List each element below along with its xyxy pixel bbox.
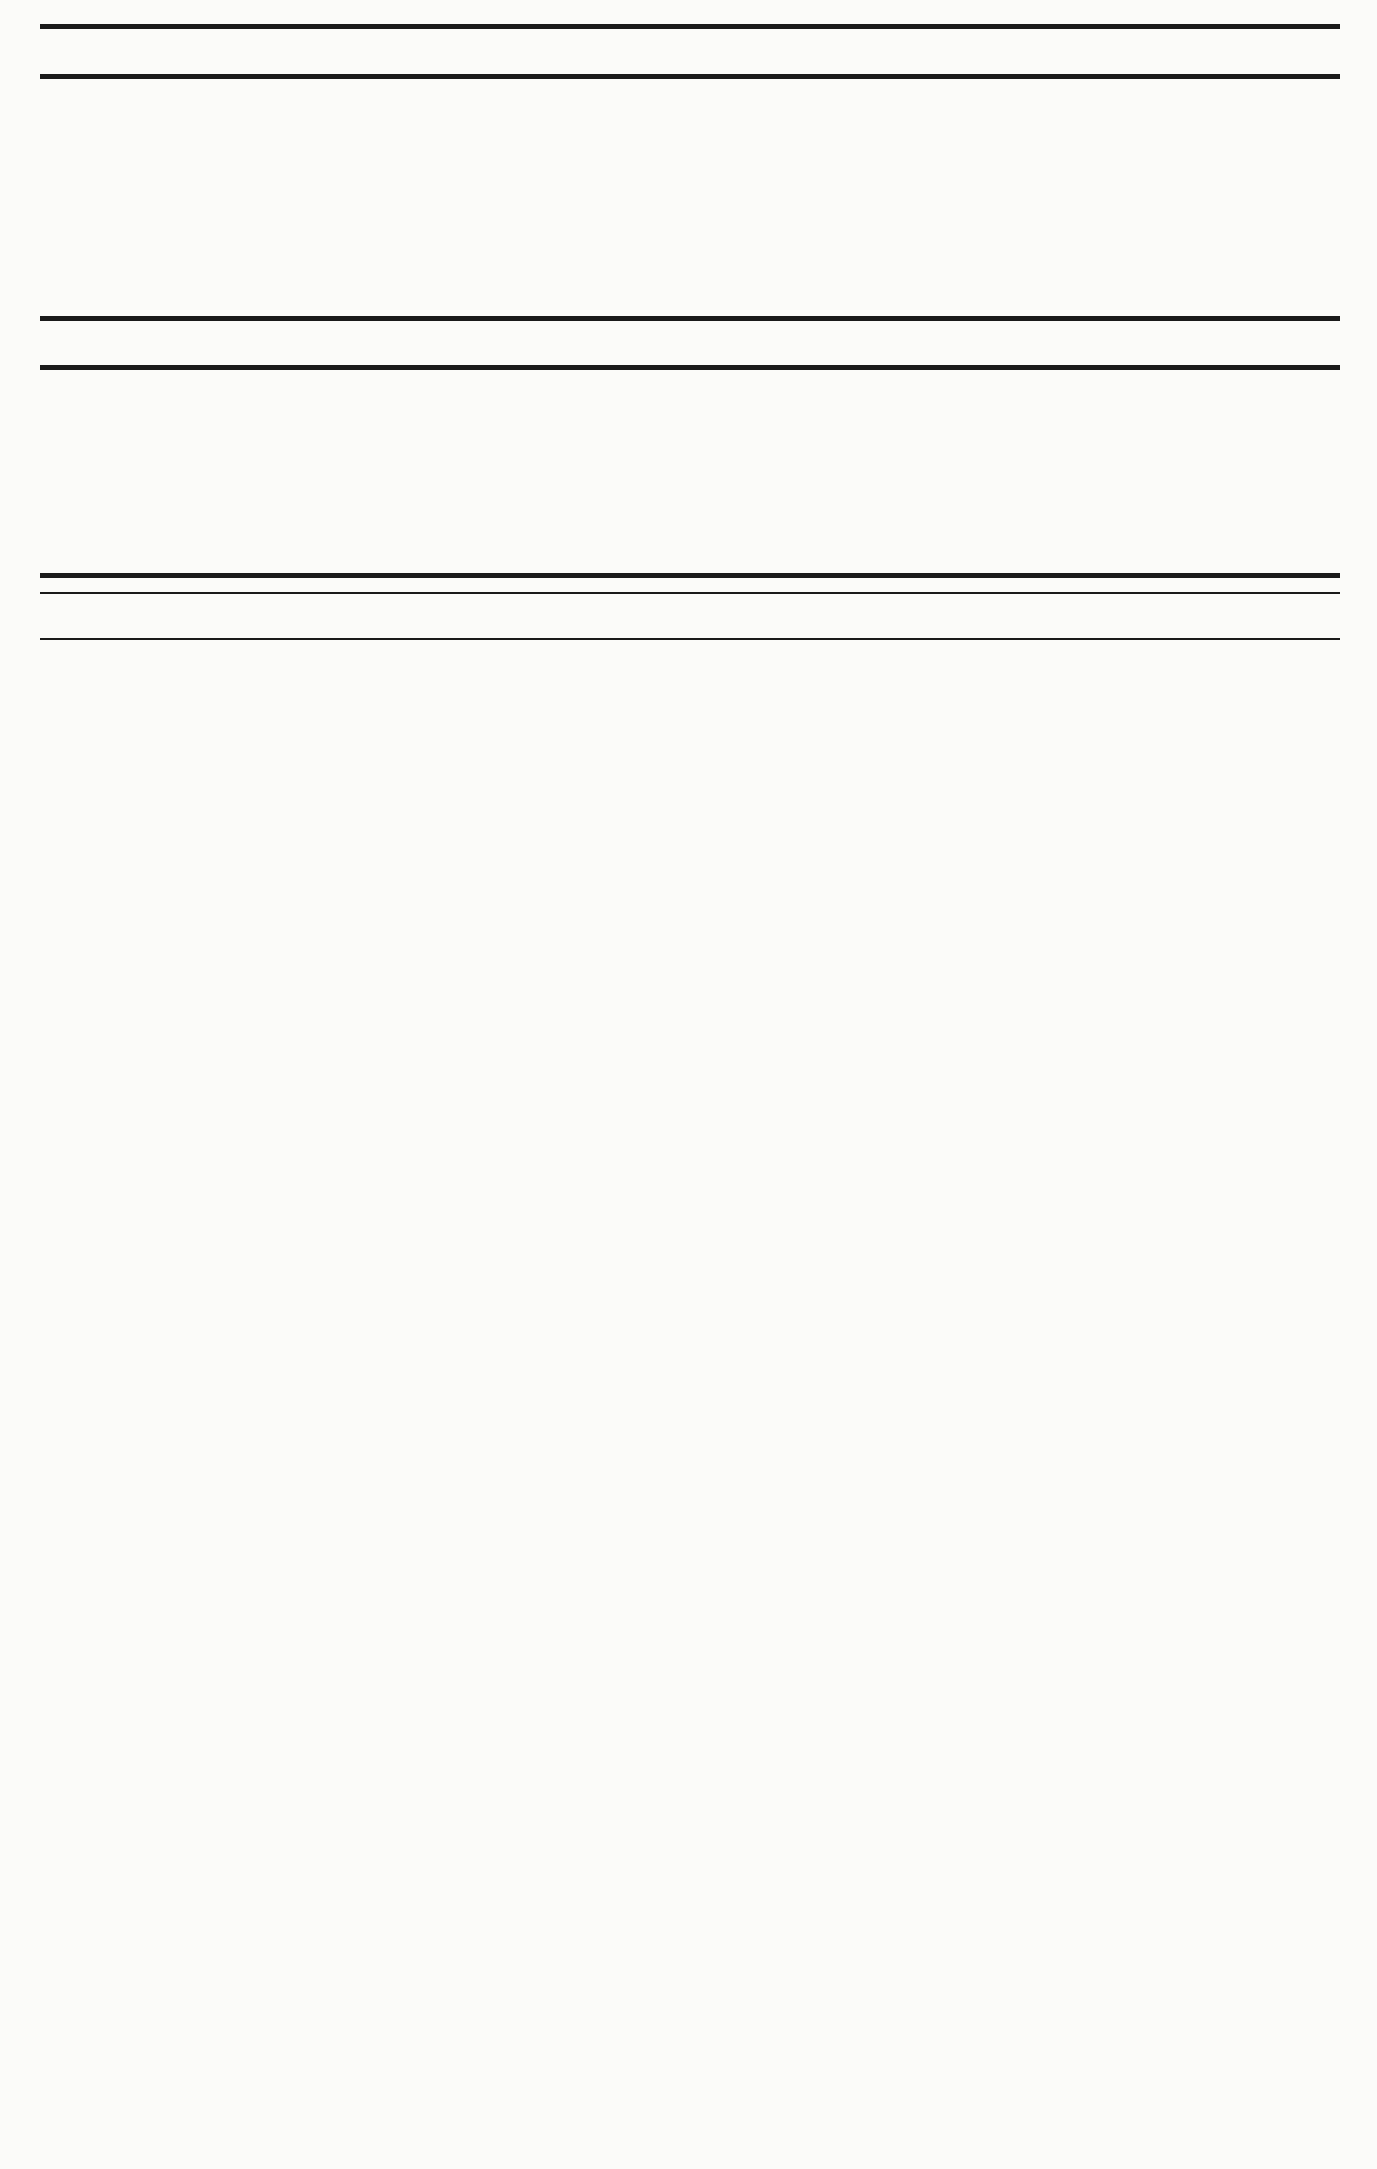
children-top-thin-rule (40, 592, 1340, 594)
wife-rule (40, 365, 1340, 370)
wife-top-rule (40, 316, 1340, 321)
husband-rule (40, 74, 1340, 79)
children-header-rule (40, 638, 1340, 640)
children-top-rule (40, 573, 1340, 578)
top-rule (40, 24, 1340, 29)
